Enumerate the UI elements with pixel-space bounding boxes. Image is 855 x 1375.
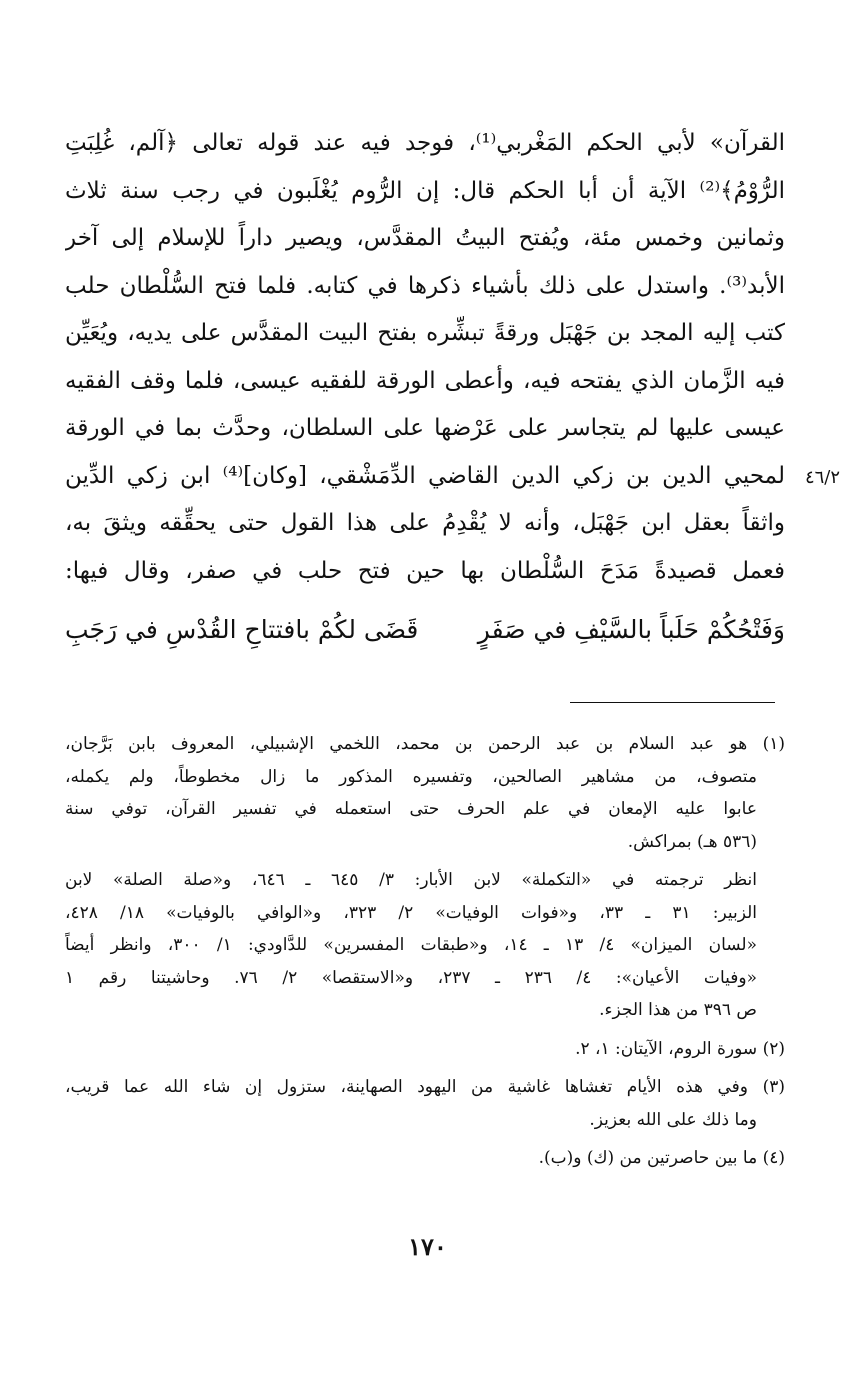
main-text	[65, 120, 785, 595]
text-line: القرآن» لأبي الحكم المَغْربي⁽¹⁾، فوجد فيه عند قوله تعالى ﴿آلم، غُلِبَتِ	[65, 130, 785, 156]
footnote-line: (٣) وفي هذه الأيام تغشاها غاشية من اليهود الصهاينة، ستزول إن شاء الله عما قريب،	[65, 1077, 785, 1097]
footnote-line: انظر ترجمته في «التكملة» لابن الأبار: ٣/ ٦٤٥ ـ ٦٤٦، و«صلة الصلة» لابن	[65, 870, 757, 890]
footnote-line: «لسان الميزان» ٤/ ١٣ ـ ١٤، و«طبقات المفسرين» للدَّاودي: ١/ ٣٠٠، وانظر أيضاً	[65, 935, 757, 955]
text-line: الأبد⁽³⁾. واستدل على ذلك بأشياء ذكرها في كتابه. فلما فتح السُّلْطان حلب	[65, 272, 785, 299]
footnote-3	[65, 1071, 785, 1136]
text-line: فيه الزَّمان الذي يفتحه فيه، وأعطى الورقة للفقيه عيسى، فلما وقف الفقيه	[65, 367, 785, 394]
poetry-verse	[65, 608, 785, 652]
footnote-line: متصوف، من مشاهير الصالحين، وتفسيره المذكور ما زال مخطوطاً، ولم يكمله،	[65, 766, 757, 787]
text-line: الرُّوْمُ﴾⁽²⁾ الآية أن أبا الحكم قال: إن الرُّوم يُغْلَبون في رجب سنة ثلاث	[65, 177, 785, 204]
footnote-line: (١) هو عبد السلام بن عبد الرحمن بن محمد، اللخمي الإشبيلي، المعروف بابن بَرَّجان،	[65, 734, 785, 754]
footnote-line: «وفيات الأعيان»: ٤/ ٢٣٦ ـ ٢٣٧، و«الاستقصا» ٢/ ٧٦. وحاشيتنا رقم ١	[65, 967, 757, 988]
footnote-line: (٢) سورة الروم، الآيتان: ١، ٢.	[575, 1038, 785, 1059]
margin-reference: ٤٦/٢	[804, 467, 841, 488]
footnote-line: وما ذلك على الله بعزيز.	[589, 1109, 757, 1130]
text-line: وثمانين وخمس مئة، ويُفتح البيتُ المقدَّس، ويصير داراً للإسلام إلى آخر	[65, 225, 785, 251]
text-line: فعمل قصيدةً مَدَحَ السُّلْطان بها حين فتح حلب في صفر، وقال فيها:	[65, 557, 785, 584]
verse-first-hemistich: وَفَتْحُكُمْ حَلَباً بالسَّيْفِ في صَفَرٍ	[477, 615, 785, 644]
footnote-line: عابوا عليه الإمعان في علم الحرف حتى استعمله في تفسير القرآن، توفي سنة	[65, 799, 757, 819]
footnote-line: (٥٣٦ هـ) بمراكش.	[627, 831, 757, 852]
text-line: لمحيي الدين بن زكي الدين القاضي الدِّمَشْقي، [وكان]⁽⁴⁾ ابن زكي الدِّين	[65, 462, 785, 489]
footnote-4	[65, 1142, 785, 1175]
footnote-2	[65, 1033, 785, 1066]
footnote-1	[65, 728, 785, 858]
footnote-1-sources	[65, 864, 785, 1027]
footnote-line: (٤) ما بين حاصرتين من (ك) و(ب).	[538, 1148, 785, 1168]
text-line: كتب إليه المجد بن جَهْبَل ورقةً تبشِّره بفتح البيت المقدَّس على يديه، ويُعَيِّن	[65, 320, 785, 346]
footnote-line: ص ٣٩٦ من هذا الجزء.	[599, 1000, 757, 1020]
footnote-line: الزبير: ٣١ ـ ٣٣، و«فوات الوفيات» ٢/ ٣٢٣، و«الوافي بالوفيات» ١٨/ ٤٢٨،	[65, 902, 757, 923]
page-number: ١٧٠	[408, 1232, 447, 1261]
footnotes	[65, 728, 785, 1181]
footnote-separator	[570, 702, 775, 703]
text-line: واثقاً بعقل ابن جَهْبَل، وأنه لا يُقْدِمُ على هذا القول حتى يحقِّقه ويثقَ به،	[65, 510, 785, 536]
verse-second-hemistich: قَضَى لكُمْ بافتتاحِ القُدْسِ في رَجَبِ	[65, 615, 419, 644]
text-line: عيسى عليها لم يتجاسر على عَرْضها على السلطان، وحدَّث بما في الورقة	[65, 415, 785, 441]
